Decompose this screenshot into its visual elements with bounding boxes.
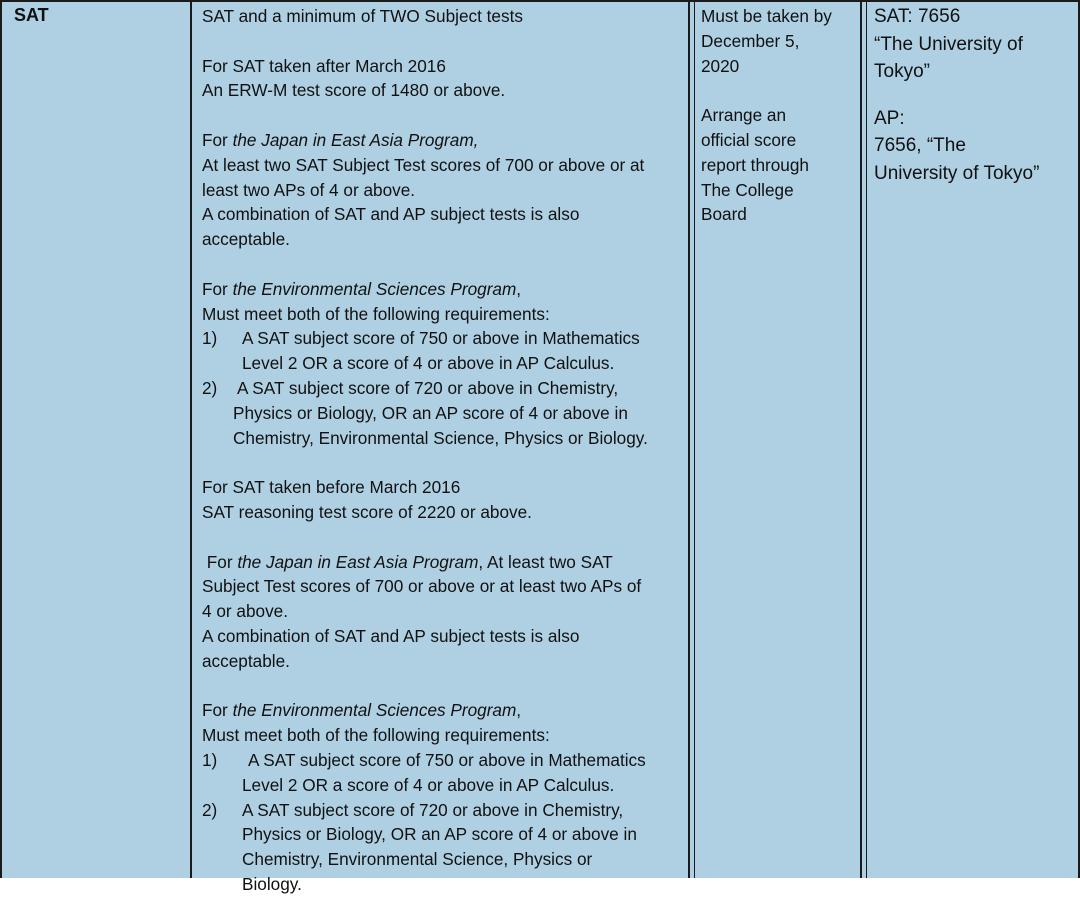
text-line: December 5, bbox=[701, 30, 800, 51]
text-line: At least two SAT Subject Test scores of 700 or above or at bbox=[202, 154, 645, 175]
text-line: official score bbox=[701, 129, 797, 150]
deadline-cell bbox=[688, 0, 860, 878]
requirements-cell bbox=[190, 0, 688, 894]
text-line: Arrange an bbox=[701, 105, 787, 126]
text-line: University of Tokyo” bbox=[874, 162, 1040, 184]
text-line: report through bbox=[701, 154, 809, 175]
text-line: For the Japan in East Asia Program, bbox=[202, 129, 479, 150]
score-code-cell bbox=[860, 0, 1080, 878]
text-line: Tokyo” bbox=[874, 61, 930, 83]
list-item: 1) A SAT subject score of 750 or above in Mathematics bbox=[202, 749, 646, 770]
text-line: Level 2 OR a score of 4 or above in AP Calculus. bbox=[242, 774, 615, 795]
text-line: Physics or Biology, OR an AP score of 4 or above in bbox=[242, 824, 637, 845]
text-line: 7656, “The bbox=[874, 135, 966, 157]
text-line: 2020 bbox=[701, 55, 740, 76]
text-line: acceptable. bbox=[202, 229, 290, 250]
text-line: Subject Test scores of 700 or above or at least two APs of bbox=[202, 576, 642, 597]
list-item: 2) A SAT subject score of 720 or above in Chemistry, bbox=[202, 377, 619, 398]
list-item: 1) A SAT subject score of 750 or above in Mathematics bbox=[202, 328, 640, 349]
text-line: acceptable. bbox=[202, 650, 290, 671]
text-line: For SAT taken after March 2016 bbox=[202, 55, 446, 76]
text-line: Must meet both of the following requirements: bbox=[202, 303, 550, 324]
text-line: SAT and a minimum of TWO Subject tests bbox=[202, 6, 523, 26]
column-divider bbox=[694, 0, 695, 878]
text-line: For the Environmental Sciences Program, bbox=[202, 700, 522, 721]
test-name-cell bbox=[0, 0, 190, 878]
test-name-label: SAT bbox=[14, 5, 49, 25]
text-line: SAT reasoning test score of 2220 or above. bbox=[202, 501, 532, 522]
text-line: For SAT taken before March 2016 bbox=[202, 477, 461, 498]
text-line: Physics or Biology, OR an AP score of 4 or above in bbox=[233, 402, 628, 423]
text-line: A combination of SAT and AP subject tests is also bbox=[202, 204, 580, 225]
list-item: 2) A SAT subject score of 720 or above in Chemistry, bbox=[202, 799, 624, 820]
text-line: Level 2 OR a score of 4 or above in AP Calculus. bbox=[242, 353, 615, 374]
text-line: least two APs of 4 or above. bbox=[202, 179, 416, 200]
deadline-text bbox=[701, 4, 832, 227]
text-line: Chemistry, Environmental Science, Physics or Biology. bbox=[233, 427, 648, 448]
text-line: For the Environmental Sciences Program, bbox=[202, 278, 522, 299]
text-line: “The University of bbox=[874, 33, 1023, 55]
text-line: Chemistry, Environmental Science, Physics or bbox=[242, 849, 593, 870]
text-line: AP: bbox=[874, 107, 905, 129]
text-line: The College bbox=[701, 179, 794, 200]
text-line: An ERW-M test score of 1480 or above. bbox=[202, 80, 506, 101]
score-code-text bbox=[874, 3, 1039, 188]
text-line: SAT: 7656 bbox=[874, 6, 961, 27]
text-line: Must be taken by bbox=[701, 6, 832, 26]
text-line: A combination of SAT and AP subject tests is also bbox=[202, 625, 580, 646]
text-line: Board bbox=[701, 204, 747, 225]
text-line: 4 or above. bbox=[202, 601, 288, 622]
text-line: Biology. bbox=[242, 873, 302, 894]
text-line: Must meet both of the following requirements: bbox=[202, 725, 550, 746]
column-divider bbox=[866, 0, 867, 878]
text-line: For the Japan in East Asia Program, At least two SAT bbox=[202, 551, 613, 572]
requirements-text bbox=[202, 4, 648, 897]
